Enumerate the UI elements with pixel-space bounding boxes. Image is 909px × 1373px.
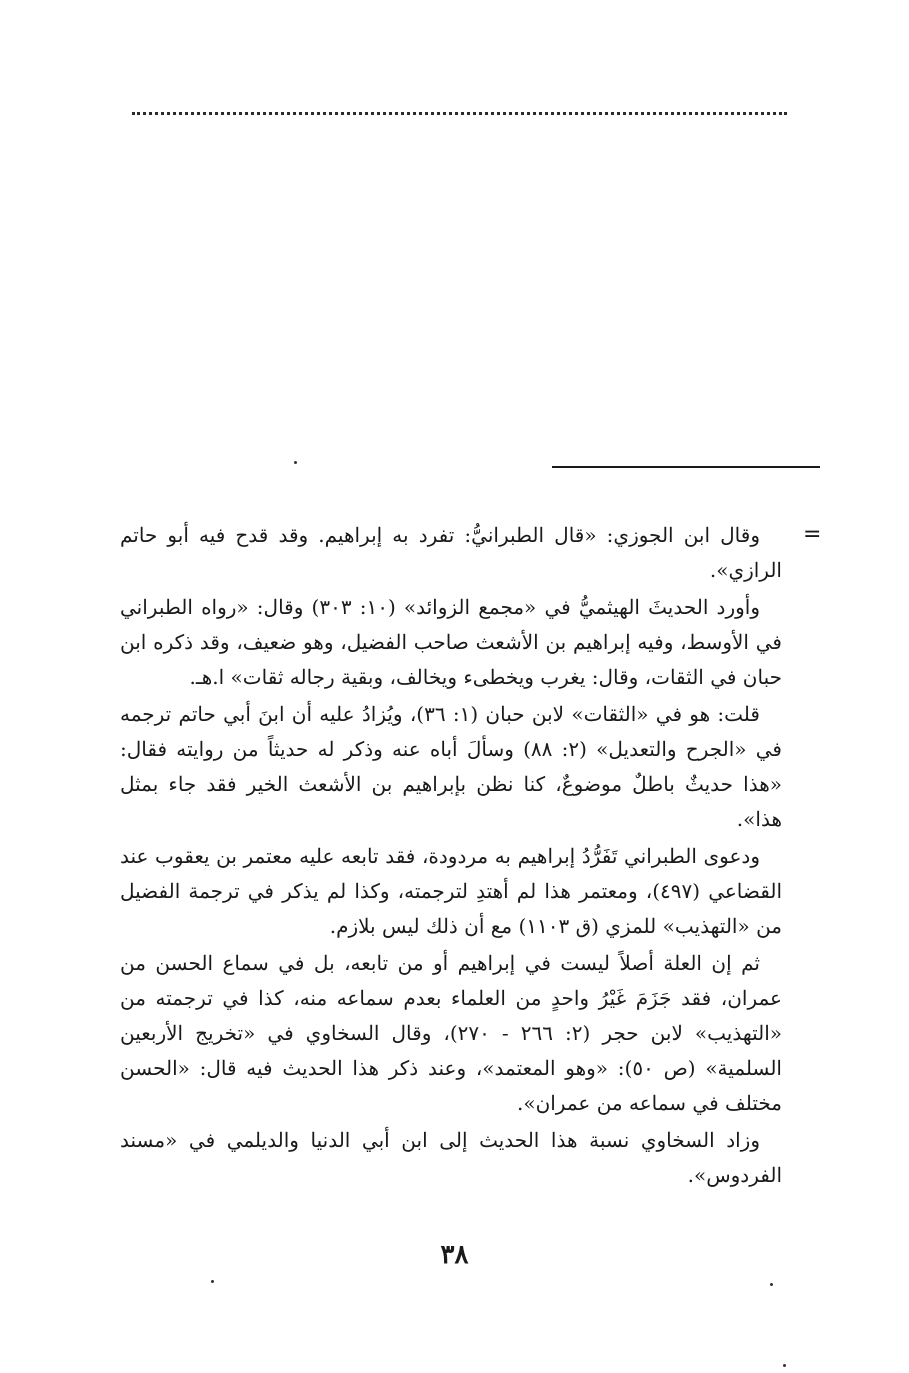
paragraph: قلت: هو في «الثقات» لابن حبان (١: ٣٦)، ويُزادُ عليه أن ابنَ أبي حاتم ترجمه في «الجرح والتعديل» (٢: ٨٨) وسألَ أباه عنه وذكر له حديثاً من روايته فقال: «هذا حديثٌ باطلٌ موضوعٌ، كنا نظن بإبراهيم بن الأشعث الخير فقد جاء بمثل هذا». bbox=[120, 702, 782, 831]
page-speck bbox=[770, 1283, 773, 1286]
paragraph: وقال ابن الجوزي: «قال الطبرانيُّ: تفرد به إبراهيم. وقد قدح فيه أبو حاتم الرازي». bbox=[120, 523, 782, 582]
top-dotted-divider bbox=[132, 112, 787, 115]
page-number: ٣٨ bbox=[440, 1240, 469, 1270]
paragraph: وأورد الحديثَ الهيثميُّ في «مجمع الزوائد» (١٠: ٣٠٣) وقال: «رواه الطبراني في الأوسط، وفيه إبراهيم بن الأشعث صاحب الفضيل، وهو ضعيف، وقد ذكره ابن حبان في الثقات، وقال: يغرب ويخطىء ويخالف، وبقية رجاله ثقات» ا.هـ. bbox=[120, 595, 782, 689]
footnote-continuation-mark: = bbox=[803, 522, 822, 547]
footnote-separator bbox=[552, 466, 820, 468]
page-speck bbox=[294, 461, 297, 464]
paragraph: وزاد السخاوي نسبة هذا الحديث إلى ابن أبي الدنيا والديلمي في «مسند الفردوس». bbox=[120, 1128, 782, 1187]
paragraph: ثم إن العلة أصلاً ليست في إبراهيم أو من تابعه، بل في سماع الحسن من عمران، فقد جَزَمَ غَيْرُ واحدٍ من العلماء بعدم سماعه منه، كذا في ترجمته من «التهذيب» لابن حجر (٢: ٢٦٦ - ٢٧٠)، وقال السخاوي في «تخريج الأربعين السلمية» (ص ٥٠): «وهو المعتمد»، وعند ذكر هذا الحديث فيه قال: «الحسن مختلف في سماعه من عمران». bbox=[120, 951, 782, 1115]
paragraph: ودعوى الطبراني تَفَرُّدُ إبراهيم به مردودة، فقد تابعه عليه معتمر بن يعقوب عند القضاعي (٤٩٧)، ومعتمر هذا لم أهتدِ لترجمته، وكذا لم يذكر في ترجمة الفضيل من «التهذيب» للمزي (ق ١١٠٣) مع أن ذلك ليس بلازم. bbox=[120, 844, 782, 938]
footnote-text bbox=[120, 518, 782, 1195]
page-speck bbox=[783, 1364, 786, 1367]
page-speck bbox=[211, 1280, 214, 1283]
